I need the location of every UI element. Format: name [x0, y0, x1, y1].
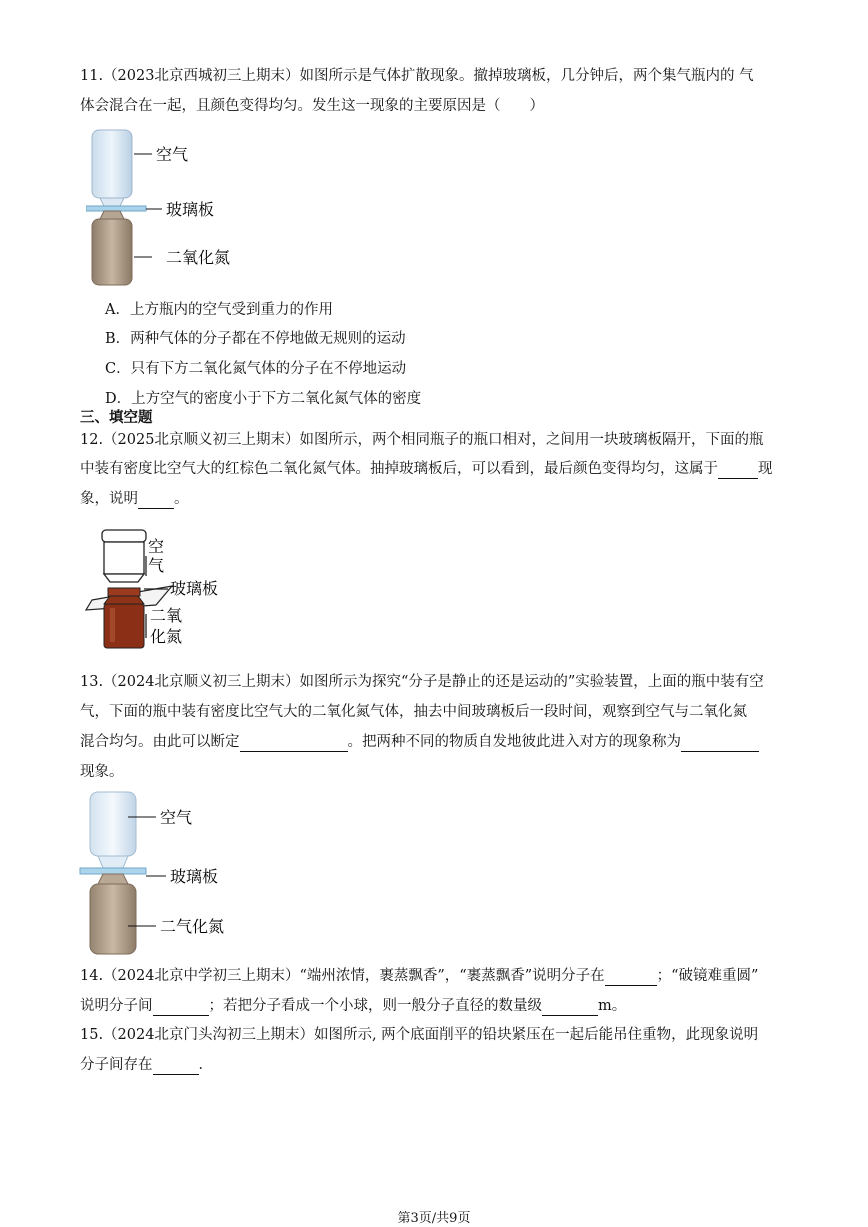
q12-label-kong: 空: [148, 537, 165, 556]
q13-line-4: 现象。: [80, 764, 124, 780]
q13-blank-1: [240, 735, 348, 752]
q14-blank-2: [153, 999, 209, 1016]
q12-blank-2: [138, 492, 174, 509]
q12-line-2-end: 现: [758, 461, 773, 477]
q13-glass-plate: [80, 868, 146, 874]
q11-label-plate: 玻璃板: [166, 200, 215, 219]
q14-line-2-mid: ；若把分子看成一个小球，则一般分子直径的数量级: [208, 998, 542, 1014]
q13-diffusion-figure: [78, 790, 248, 960]
q12-label-qi: 气: [148, 556, 165, 575]
q13-line-3-text: 混合均匀。由此可以断定: [80, 734, 240, 750]
q15-line-2-end: ．: [198, 1057, 213, 1073]
q11-diffusion-figure: [86, 126, 246, 291]
q12-line-2: [80, 459, 773, 479]
q15-line-1: 15.（2024北京门头沟初三上期末）如图所示, 两个底面削平的铅块紧压在一起后能吊住重物，此现象说明: [80, 1027, 759, 1043]
q13-label-air: 空气: [160, 808, 193, 827]
q13-air-jar: [90, 792, 136, 868]
q11-option-b: B．两种气体的分子都在不停地做无规则的运动: [105, 331, 406, 347]
q14-blank-1: [605, 969, 657, 986]
q12-air-jar: [102, 530, 146, 582]
q12-label-plate: 玻璃板: [170, 579, 219, 598]
q12-blank-1: [718, 462, 758, 479]
q11-option-d: D．上方空气的密度小于下方二氧化氮气体的密度: [105, 391, 422, 407]
q11-glass-plate: [86, 206, 146, 211]
q14-line-2: [80, 996, 626, 1016]
q14-line-1-end: ；“破镜难重圆”: [656, 968, 759, 984]
q11-option-c: C．只有下方二氧化氮气体的分子在不停地运动: [105, 361, 407, 377]
q11-option-a: A．上方瓶内的空气受到重力的作用: [105, 302, 333, 318]
q14-line-2-end: m。: [598, 998, 627, 1014]
q15-line-2: [80, 1055, 213, 1075]
q12-jar-figure: [80, 526, 240, 654]
q11-no2-jar: [92, 211, 132, 285]
page-number-footer: 第3页/共9页: [397, 1211, 471, 1226]
q13-line-3-text-b: 。把两种不同的物质自发地彼此进入对方的现象称为: [347, 734, 681, 750]
q11-line-1: 11.（2023北京西城初三上期末）如图所示是气体扩散现象。撤掉玻璃板，几分钟后，两个集气瓶内的 气: [80, 68, 754, 84]
q12-label-eryang: 二氧: [150, 606, 183, 625]
q13-line-2: 气，下面的瓶中装有密度比空气大的二氧化氮气体，抽去中间玻璃板后一段时间，观察到空气与二氧化氮: [80, 704, 747, 720]
q14-line-1-text: 14.（2024北京中学初三上期末）“端州浓情，裹蒸飘香”，“裹蒸飘香”说明分子在: [80, 968, 605, 984]
q13-line-3: [80, 732, 759, 752]
q12-no2-jar: [104, 588, 144, 648]
q12-line-2-text: 中装有密度比空气大的红棕色二氧化氮气体。抽掉玻璃板后，可以看到，最后颜色变得均匀，这属于: [80, 461, 718, 477]
q12-line-3-end: 。: [174, 491, 189, 507]
q15-line-2-text: 分子间存在: [80, 1057, 153, 1073]
q12-label-huadan: 化氮: [150, 627, 183, 646]
q13-line-1: 13.（2024北京顺义初三上期末）如图所示为探究“分子是静止的还是运动的”实验装置，上面的瓶中装有空: [80, 674, 764, 690]
q13-label-no2: 二气化氮: [160, 917, 225, 936]
q14-line-1: [80, 966, 758, 986]
q11-air-jar: [92, 130, 132, 206]
q12-line-3: [80, 489, 189, 509]
q14-blank-3: [542, 999, 598, 1016]
q15-blank-1: [153, 1058, 199, 1075]
q11-label-no2: 二氧化氮: [166, 248, 231, 267]
q13-no2-jar: [90, 874, 136, 954]
q12-line-1: 12.（2025北京顺义初三上期末）如图所示，两个相同瓶子的瓶口相对，之间用一块玻璃板隔开，下面的瓶: [80, 432, 764, 448]
q14-line-2-text: 说明分子间: [80, 998, 153, 1014]
q12-line-3-text: 象，说明: [80, 491, 138, 507]
section-heading-fill-in: 三、填空题: [80, 409, 153, 426]
q13-label-plate: 玻璃板: [170, 867, 219, 886]
q13-blank-2: [681, 735, 759, 752]
q11-line-2: 体会混合在一起，且颜色变得均匀。发生这一现象的主要原因是（ ）: [80, 98, 544, 114]
q11-label-air: 空气: [156, 145, 189, 164]
